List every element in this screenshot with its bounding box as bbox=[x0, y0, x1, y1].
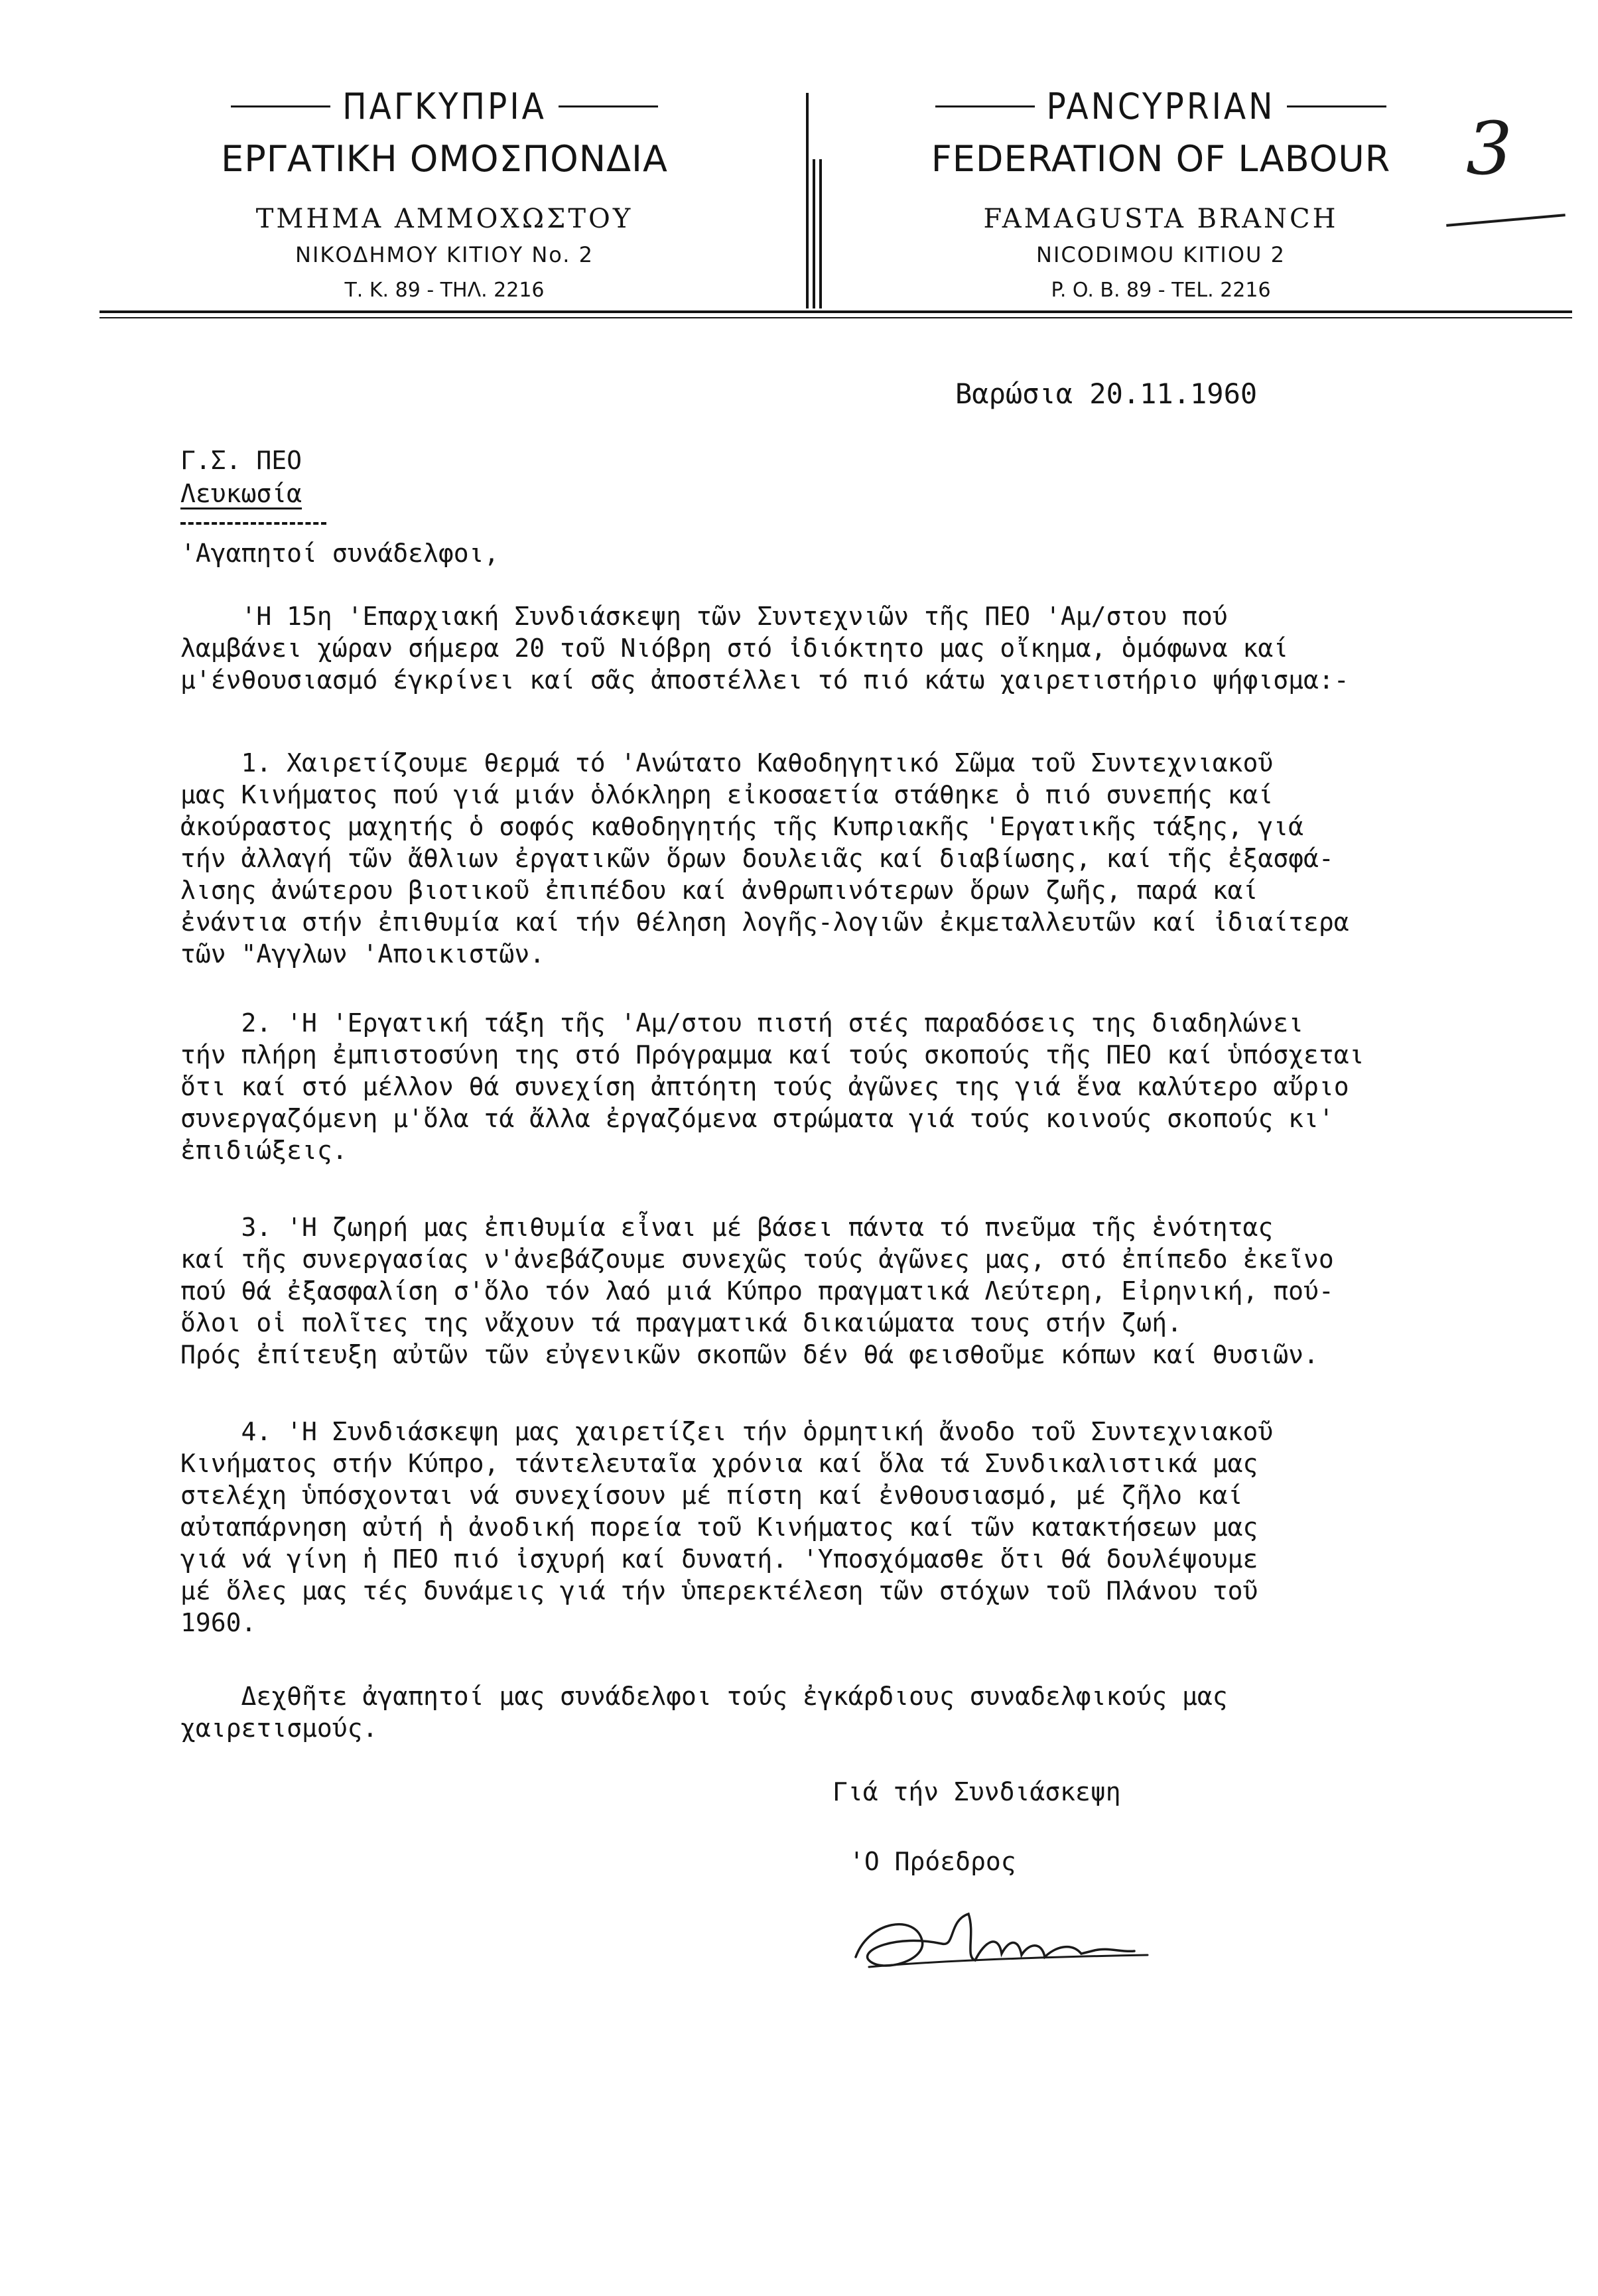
recipient-line-2: Λευκωσία bbox=[180, 479, 302, 508]
letterhead-divider bbox=[819, 159, 822, 308]
salutation: 'Αγαπητοί συνάδελφοι, bbox=[180, 539, 499, 568]
letterhead-english-address: NICODIMOU KITIOU 2 bbox=[1036, 242, 1286, 267]
letterhead-rule-thick bbox=[100, 310, 1572, 313]
letterhead-divider bbox=[806, 93, 809, 308]
letterhead-rule bbox=[231, 105, 330, 107]
paragraph-1: 1. Χαιρετίζουμε θερμά τό 'Ανώτατο Καθοδηγητικό Σῶμα τοῦ Συντεχνιακοῦ μας Κινήματος πού γιά μιάν ὁλόκληρη εἰκοσαετία στάθηκε ὁ πιό συνεπής καί ἀκούραστος μαχητής ὁ σοφός καθοδηγητής τῆς Κυπριακῆς 'Εργατικῆς τάξης, γιά τήν ἀλλαγή τῶν ἄθλιων ἐργατικῶν ὅρων δουλειᾶς καί διαβίωσης, καί τῆς ἐξασφά- λισης ἀνώτερου βιοτικοῦ ἐπιπέδου καί ἀνθρωπινότερων ὅρων ζωῆς, παρά καί ἐνάντια στήν ἐπιθυμία καί τήν θέληση λογῆς-λογιῶν ἐκμεταλλευτῶν καί ἰδιαίτερα τῶν "Αγγλων 'Αποικιστῶν. bbox=[180, 748, 1349, 969]
paragraph-2: 2. 'Η 'Εργατική τάξη τῆς 'Αμ/στου πιστή στές παραδόσεις της διαδηλώνει τήν πλήρη ἐμπιστοσύνη της στό Πρόγραμμα καί τούς σκοπούς τῆς ΠΕΟ καί ὑπόσχεται ὅτι καί στό μέλλον θά συνεχίση ἀπτόητη τούς ἀγῶνες της γιά ἕνα καλύτερο αὔριο συνεργαζόμενη μ'ὅλα τά ἄλλα ἐργαζόμενα στρώματα γιά τούς κοινούς σκοπούς κι' ἐπιδιώξεις. bbox=[180, 1008, 1365, 1165]
letterhead-rule bbox=[935, 105, 1035, 107]
paragraph-3: 3. 'Η ζωηρή μας ἐπιθυμία εἶναι μέ βάσει πάντα τό πνεῦμα τῆς ἑνότητας καί τῆς συνεργασίας ν'ἀνεβάζουμε συνεχῶς τούς ἀγῶνες μας, στό ἐπίπεδο ἐκεῖνο πού θά ἐξασφαλίση σ'ὅλο τόν λαό μιά Κύπρο πραγματικά Λεύτερη, Εἰρηνική, πού- ὅλοι οἱ πολῖτες της νἄχουν τά πραγματικά δικαιώματα τους στήν ζωή. Πρός ἐπίτευξη αὐτῶν τῶν εὐγενικῶν σκοπῶν δέν θά φεισθοῦμε κόπων καί θυσιῶν. bbox=[180, 1213, 1334, 1369]
signature-line-2: 'Ο Πρόεδρος bbox=[849, 1847, 1016, 1876]
letterhead-rule-thin bbox=[100, 317, 1572, 318]
letterhead-divider bbox=[813, 159, 815, 308]
recipient-line-1: Γ.Σ. ΠΕΟ bbox=[180, 446, 302, 475]
letterhead-greek bbox=[159, 80, 730, 309]
letterhead-greek-phone: Τ. Κ. 89 - ΤΗΛ. 2216 bbox=[344, 279, 545, 302]
letterhead-english-phone: P. O. B. 89 - TEL. 2216 bbox=[1051, 279, 1271, 302]
page-number: 3 bbox=[1466, 106, 1512, 191]
letterhead-greek-address: ΝΙΚΟΔΗΜΟΥ ΚΙΤΙΟΥ No. 2 bbox=[295, 242, 594, 267]
recipient-underline bbox=[180, 522, 326, 525]
paragraph-closing: Δεχθῆτε ἀγαπητοί μας συνάδελφοι τούς ἐγκάρδιους συναδελφικούς μας χαιρετισμούς. bbox=[180, 1682, 1228, 1743]
letter-date: Βαρώσια 20.11.1960 bbox=[955, 377, 1258, 410]
letterhead-rule bbox=[1287, 105, 1386, 107]
letterhead-english-federation: FEDERATION OF LABOUR bbox=[931, 138, 1391, 180]
letterhead-greek-branch: ΤΜΗΜΑ ΑΜΜΟΧΩΣΤΟΥ bbox=[255, 204, 633, 234]
letterhead-english bbox=[876, 80, 1446, 309]
letterhead-english-name-row bbox=[876, 80, 1446, 133]
letterhead-english-name: PANCYPRIAN bbox=[1046, 85, 1276, 127]
paragraph-4: 4. 'Η Συνδιάσκεψη μας χαιρετίζει τήν ὁρμητική ἄνοδο τοῦ Συντεχνιακοῦ Κινήματος στήν Κύπρο, τάντελευταῖα χρόνια καί ὅλα τά Συνδικαλιστικά μας στελέχη ὑπόσχονται νά συνεχίσουν μέ πίστη καί ἐνθουσιασμό, μέ ζῆλο καί αὐταπάρνηση αὐτή ἡ ἀνοδική πορεία τοῦ Κινήματος καί τῶν κατακτήσεων μας γιά νά γίνη ἡ ΠΕΟ πιό ἰσχυρή καί δυνατή. 'Υποσχόμασθε ὅτι θά δουλέψουμε μέ ὅλες μας τές δυνάμεις γιά τήν ὑπερεκτέλεση τῶν στόχων τοῦ Πλάνου τοῦ 1960. bbox=[180, 1417, 1274, 1637]
handwritten-signature bbox=[842, 1894, 1161, 1987]
letterhead-greek-federation: ΕΡΓΑΤΙΚΗ ΟΜΟΣΠΟΝΔΙΑ bbox=[221, 138, 668, 180]
letterhead-greek-name: ΠΑΓΚΥΠΡΙΑ bbox=[342, 85, 547, 127]
letterhead-rule bbox=[559, 105, 658, 107]
paragraph-intro: 'Η 15η 'Επαρχιακή Συνδιάσκεψη τῶν Συντεχνιῶν τῆς ΠΕΟ 'Αμ/στου πού λαμβάνει χώραν σήμερα 20 τοῦ Νιόβρη στό ἰδιόκτητο μας οἴκημα, ὁμόφωνα καί μ'ένθουσιασμό έγκρίνει καί σᾶς ἀποστέλλει τό πιό κάτω χαιρετιστήριο ψήφισμα:- bbox=[180, 602, 1349, 695]
signature-line-1: Γιά τήν Συνδιάσκεψη bbox=[832, 1777, 1121, 1806]
page-number-stroke bbox=[1446, 214, 1565, 227]
letterhead-english-branch: FAMAGUSTA BRANCH bbox=[983, 204, 1339, 234]
letterhead-greek-name-row bbox=[159, 80, 730, 133]
